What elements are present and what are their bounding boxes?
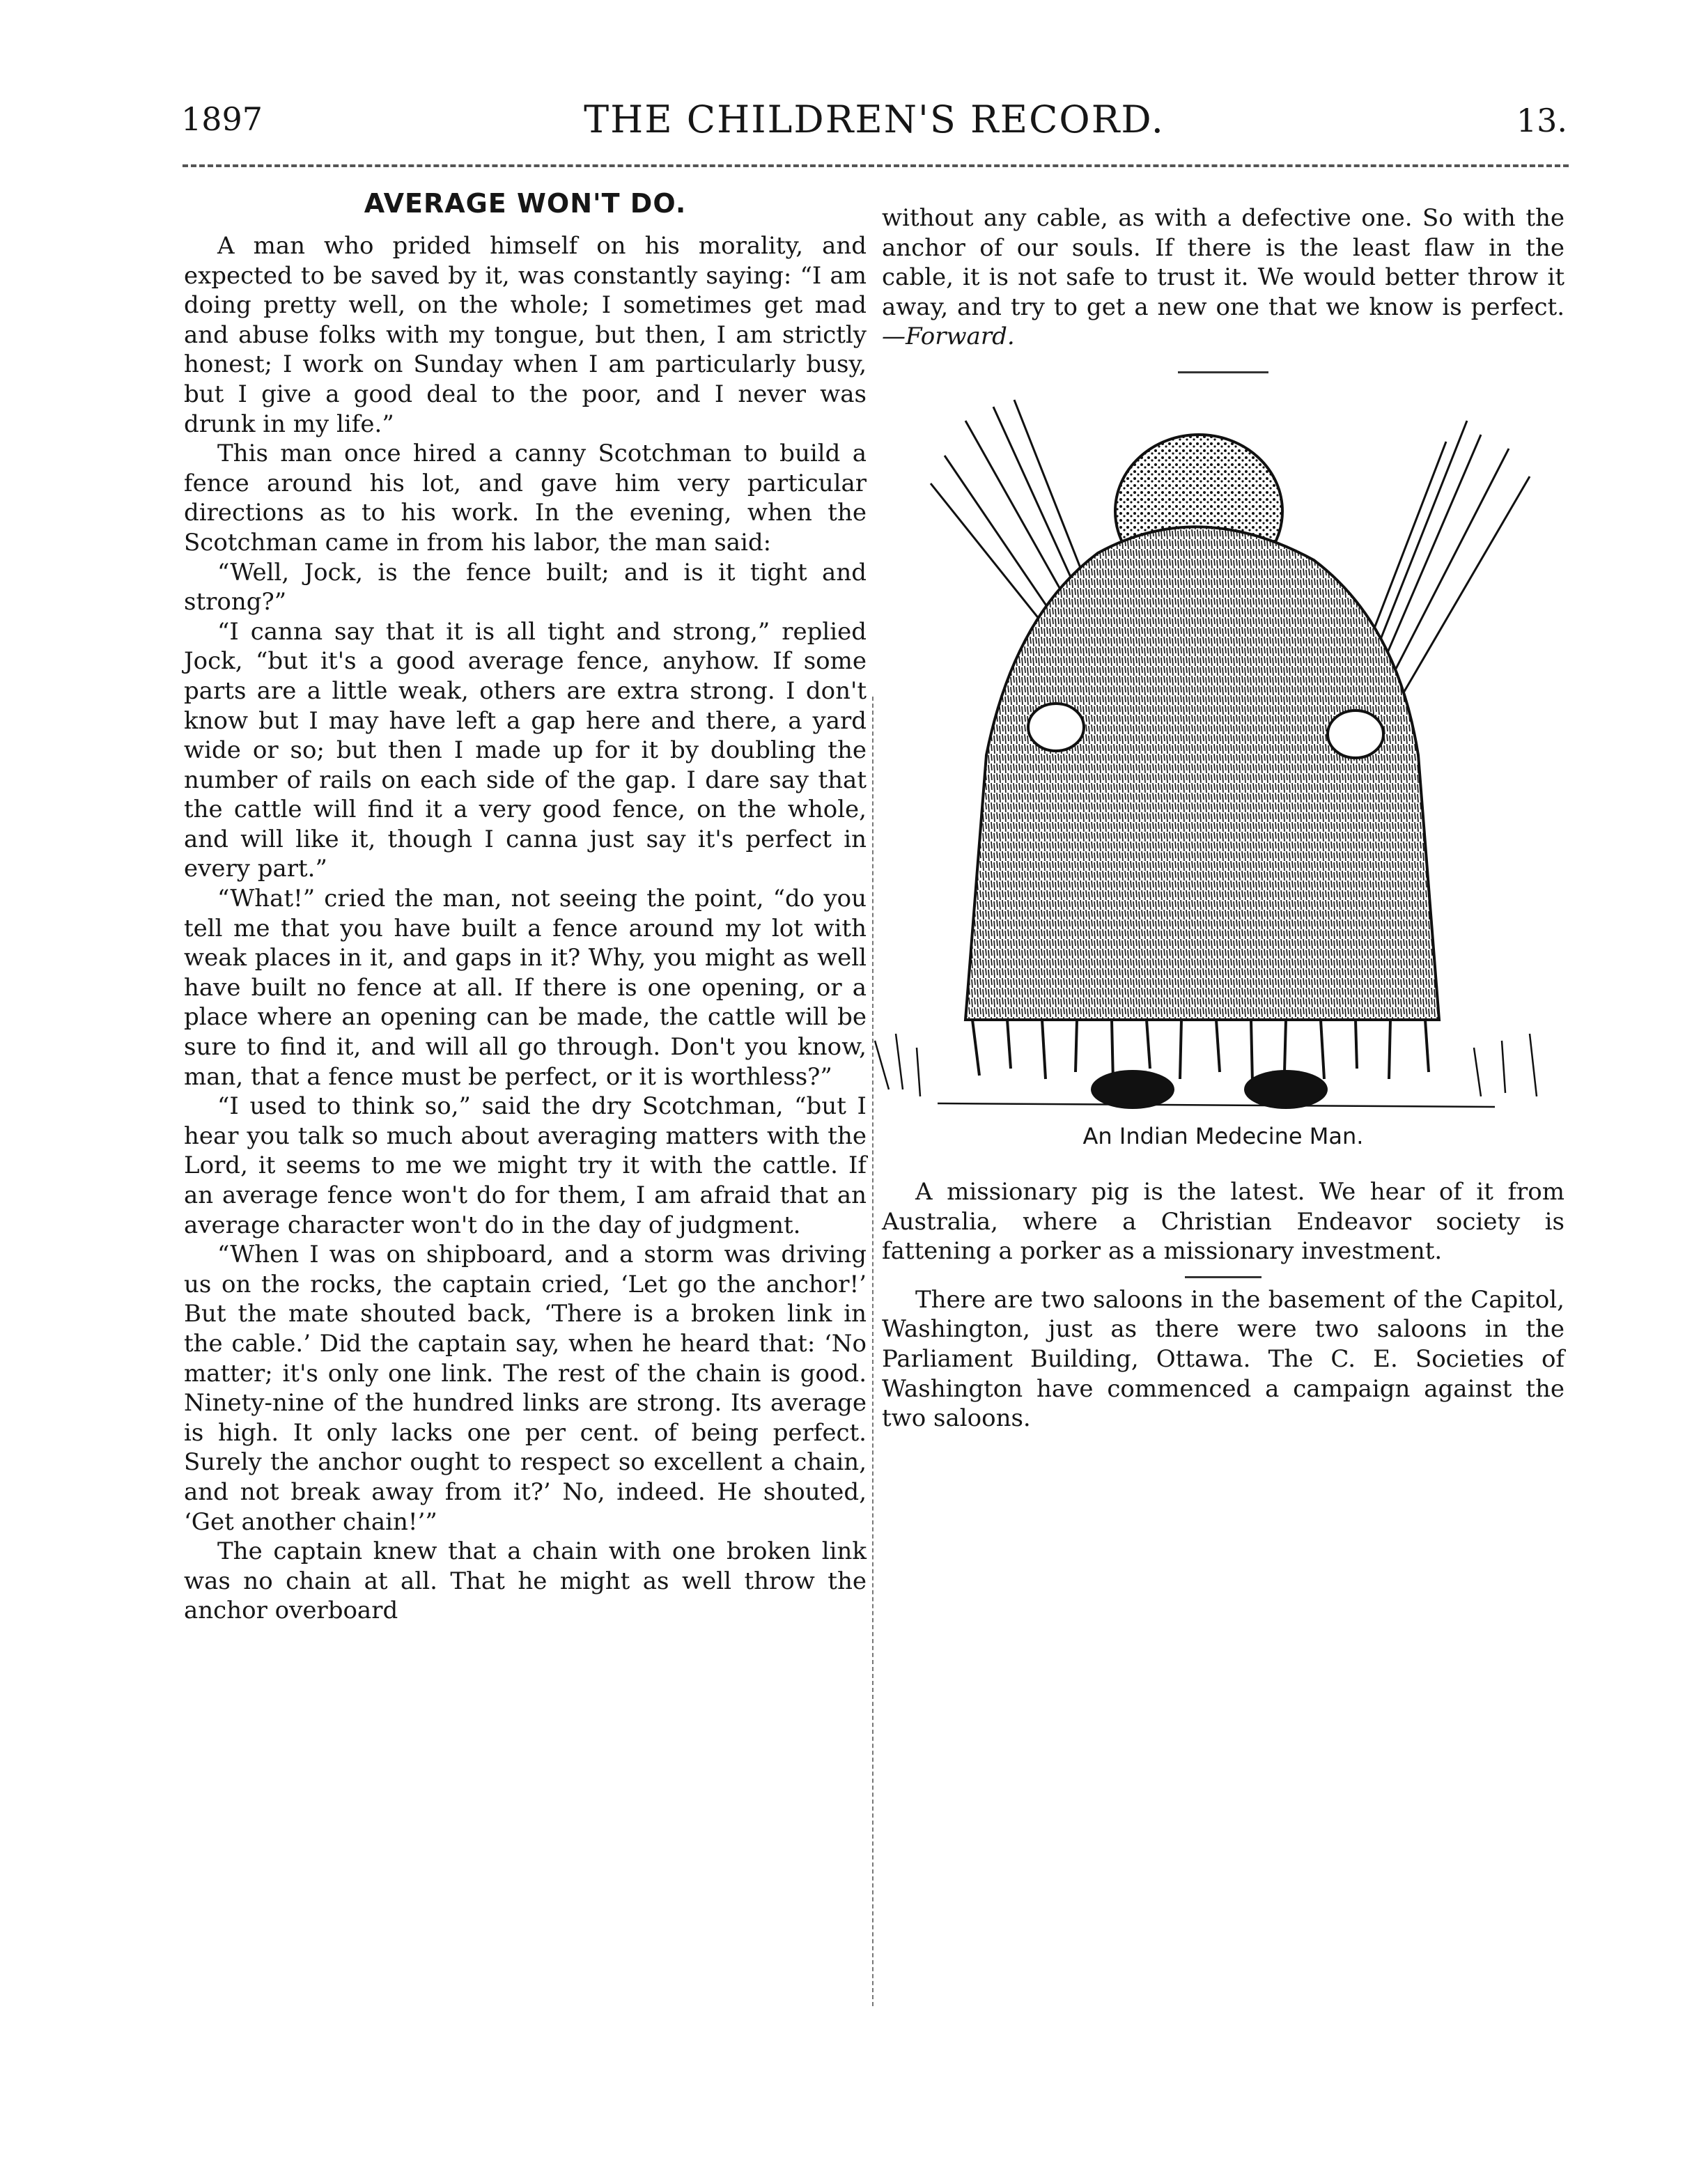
article-paragraph: “Well, Jock, is the fence built; and is it tight and strong?” (184, 558, 867, 616)
article-paragraph: “I canna say that it is all tight and strong,” replied Jock, “but it's a good average fence, anyhow. If some parts are a little weak, others are extra strong. I don't know but I may have left a gap here and there, a yard wide or so; but then I made up for it by doubling the number of rails on each side of the gap. I dare say that the cattle will find it a very good fence, on the whole, and will like it, though I canna just say it's perfect in every part.” (184, 617, 867, 883)
right-foot (1244, 1070, 1328, 1109)
article-paragraph: The captain knew that a chain with one broken link was no chain at all. That he might as well throw the anchor overboard (184, 1537, 867, 1625)
article-continuation (882, 203, 1565, 352)
fringed-cloak (965, 527, 1439, 1020)
section-rule (1178, 371, 1268, 373)
page-header (181, 98, 1567, 153)
news-note: A missionary pig is the latest. We hear of it from Australia, where a Christian Endeavor society is fattening a porker as a missionary investment. (882, 1177, 1565, 1266)
article-paragraph: This man once hired a canny Scotchman to build a fence around his lot, and gave him very particular directions as to his work. In the evening, when the Scotchman came in from his labor, the man said: (184, 440, 867, 557)
article-paragraph: “What!” cried the man, not seeing the point, “do you tell me that you have built a fence around my lot with weak places in it, and gaps in it? Why, you might as well have built no fence at all. If there is one opening, or a place where an opening can be made, the cattle will be sure to find it, and will all go through. Don't you know, man, that a fence must be perfect, or it is worthless?” (184, 885, 867, 1091)
left-foot (1091, 1070, 1174, 1109)
cloak-fringe (972, 1020, 1429, 1082)
article-headline: AVERAGE WON'T DO. (364, 188, 687, 219)
issue-year: 1897 (181, 100, 263, 138)
right-hand (1328, 711, 1383, 758)
article-paragraph: A man who prided himself on his morality, and expected to be saved by it, was constantly saying: “I am doing pretty well, on the whole; I sometimes get mad and abuse folks with my tongue, but then, I am strictly honest; I work on Sunday when I am particularly busy, but I give a good deal to the poor, and I never was drunk in my life.” (184, 232, 867, 438)
header-rule (183, 164, 1569, 167)
article-source: —Forward. (882, 323, 1015, 351)
publication-title: THE CHILDREN'S RECORD. (584, 98, 1165, 141)
article-paragraph: “When I was on shipboard, and a storm was driving us on the rocks, the captain cried, ‘Let go the anchor!’ But the mate shouted back, ‘There is a broken link in the cable.’ Did the captain say, when he heard that: ‘No matter; it's only one link. The rest of the chain is good. Ninety-nine of the hundred links are strong. Its average is high. It only lacks one per cent. of being perfect. Surely the anchor ought to respect so excellent a chain, and not break away from it?’ No, indeed. He shouted, ‘Get another chain!’” (184, 1241, 867, 1536)
page-number: 13. (1516, 102, 1567, 139)
right-column (882, 203, 1565, 1434)
left-column (184, 188, 867, 1626)
continuation-text: without any cable, as with a defective one. So with the anchor of our souls. If there is the least flaw in the cable, it is not safe to trust it. We would better throw it away, and try to get a new one that we know is perfect. (882, 204, 1565, 321)
news-note: There are two saloons in the basement of the Capitol, Washington, just as there were two saloons in the Parliament Building, Ottawa. The C. E. Societies of Washington have commenced a campaign against the two saloons. (882, 1285, 1565, 1433)
section-rule (1185, 1276, 1261, 1278)
illustration-caption: An Indian Medecine Man. (1082, 1122, 1364, 1149)
medicine-man-illustration (868, 393, 1565, 1117)
medicine-man-drawing (868, 393, 1565, 1117)
left-hand (1028, 704, 1084, 751)
article-paragraph: “I used to think so,” said the dry Scotchman, “but I hear you talk so much about averaging matters with the Lord, it seems to me we might try it with the cattle. If an average fence won't do for them, I am afraid that an average character won't do in the day of judgment. (184, 1092, 867, 1239)
